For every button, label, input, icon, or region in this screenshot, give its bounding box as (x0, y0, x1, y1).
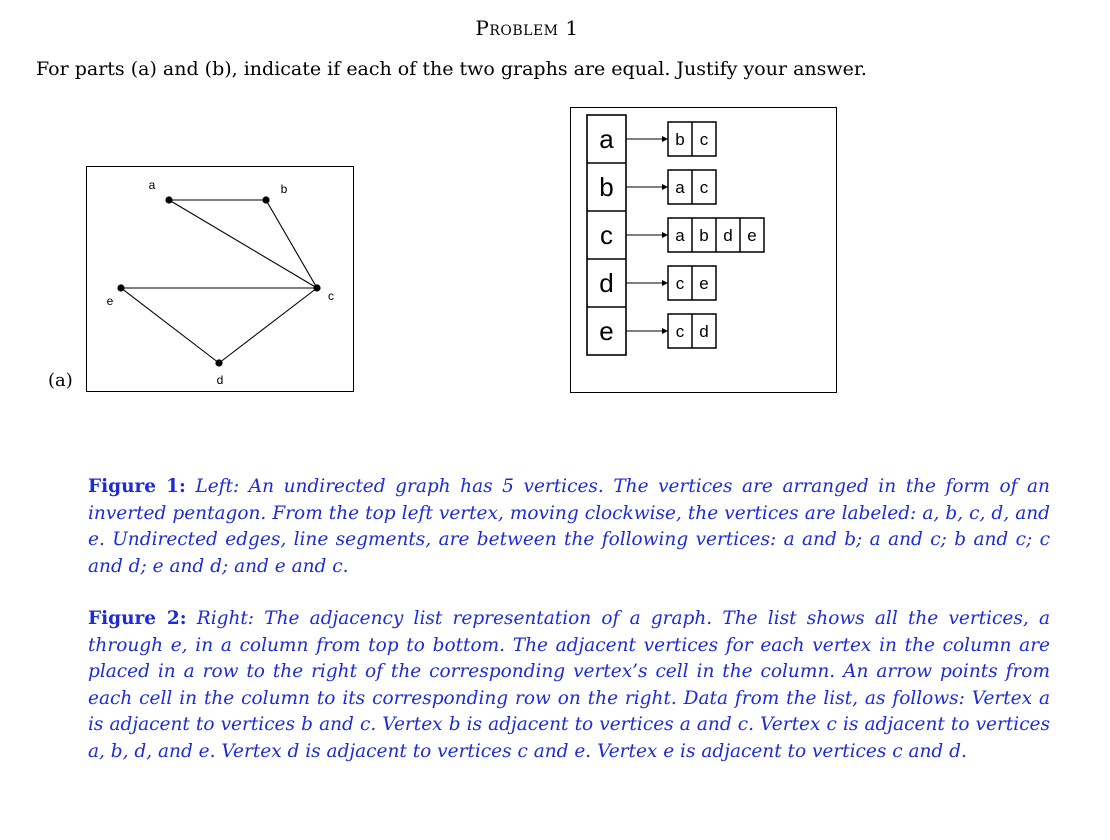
graph-vertex-a (165, 196, 172, 203)
adjacency-list-drawing (571, 108, 836, 392)
graph-edge-b-c (266, 200, 317, 288)
vertex-cell-a: a (599, 124, 614, 154)
figure-1-caption (88, 474, 1050, 580)
graph-vertex-c (313, 284, 320, 291)
graph-vertex-d (215, 359, 222, 366)
graph-edge-c-d (219, 288, 317, 363)
adjacency-list-figure (570, 107, 837, 393)
vertex-cell-d: d (599, 268, 614, 298)
neighbor-cell-c-a: a (675, 226, 685, 245)
arrow-head-icon (662, 136, 668, 142)
figure-1-label: Figure 1: (88, 476, 186, 497)
vertex-cell-e: e (599, 316, 614, 346)
neighbor-cell-e-d: d (699, 322, 709, 341)
vertex-cell-b: b (599, 172, 614, 202)
arrow-head-icon (662, 280, 668, 286)
graph-drawing (87, 167, 353, 391)
arrow-head-icon (662, 232, 668, 238)
graph-vertex-label-d: d (216, 373, 224, 387)
graph-vertex-label-a: a (148, 178, 156, 192)
neighbor-cell-a-c: c (699, 130, 709, 149)
figure-2-label: Figure 2: (88, 608, 187, 629)
neighbor-cell-b-c: c (699, 178, 709, 197)
neighbor-cell-b-a: a (675, 178, 685, 197)
arrow-head-icon (662, 184, 668, 190)
neighbor-cell-e-c: c (675, 322, 685, 341)
part-label: (a) (48, 370, 73, 391)
page-title: Problem 1 (475, 16, 579, 40)
graph-edge-a-c (169, 200, 317, 288)
graph-vertex-label-e: e (106, 294, 114, 308)
neighbor-cell-c-d: d (723, 226, 733, 245)
neighbor-cell-a-b: b (675, 130, 685, 149)
neighbor-cell-d-e: e (699, 274, 709, 293)
graph-vertex-label-c: c (328, 289, 334, 303)
neighbor-cell-d-c: c (675, 274, 685, 293)
graph-vertex-b (262, 196, 269, 203)
arrow-head-icon (662, 328, 668, 334)
graph-vertex-label-b: b (280, 182, 288, 196)
figure-2-caption (88, 606, 1050, 765)
graph-edge-e-d (121, 288, 219, 363)
neighbor-cell-c-b: b (699, 226, 709, 245)
graph-vertex-e (117, 284, 124, 291)
vertex-cell-c: c (600, 220, 613, 250)
figure-1-text: Left: An undirected graph has 5 vertices. The vertices are arranged in the form of an inverted pentagon. From the top left vertex, moving clockwise, the vertices are labeled: a, b, c, d, and e. Undirected edges, line segments, are between the following vertices: a and b; a and c; b and c; c and d; e and d; and e and c. (88, 476, 1050, 577)
graph-figure (86, 166, 354, 392)
figure-2-text: Right: The adjacency list representation of a graph. The list shows all the vertices, a through e, in a column from top to bottom. The adjacent vertices for each vertex in the column are placed in a row to the right of the corresponding vertex’s cell in the column. An arrow points from each cell in the column to its corresponding row on the right. Data from the list, as follows: Vertex a is adjacent to vertices b and c. Vertex b is adjacent to vertices a and c. Vertex c is adjacent to vertices a, b, d, and e. Vertex d is adjacent to vertices c and e. Vertex e is adjacent to vertices c and d. (88, 608, 1050, 762)
problem-intro: For parts (a) and (b), indicate if each of the two graphs are equal. Justify your answer. (36, 58, 867, 80)
neighbor-cell-c-e: e (747, 226, 757, 245)
